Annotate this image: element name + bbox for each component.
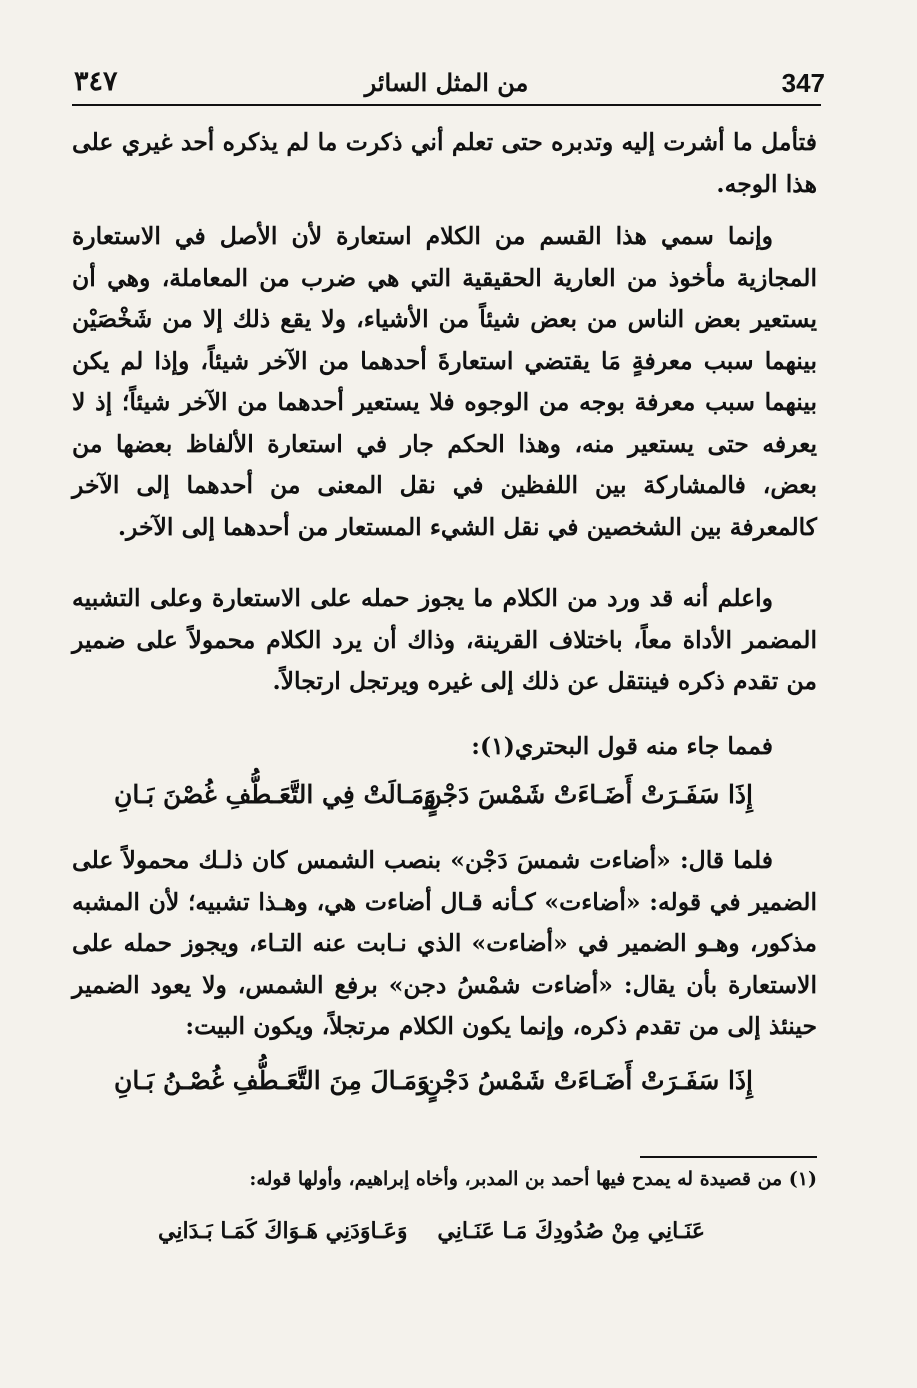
page-number-latin: 347 (781, 68, 825, 98)
footnote (72, 1164, 817, 1194)
verse-first-hemistich: إِذَا سَفَـرَتْ أَضَـاءَتْ شَمْسُ دَجْنٍ (423, 1066, 753, 1095)
verse-second-hemistich: وَمَـالَتْ فِي التَّعَـطُّفِ غُصْنَ بَـانِ (114, 780, 437, 809)
running-title: من المثل السائر (364, 68, 529, 97)
footnote-verse-second: وَعَـاوَدَنِي هَـوَاكَ كَمَـا بَـدَانِي (158, 1218, 408, 1244)
footnote-separator (640, 1156, 817, 1158)
verse-intro (72, 726, 817, 768)
verse-second-hemistich: وَمَـالَ مِنَ التَّعَـطُّفِ غُصْـنُ بَـانِ (114, 1066, 430, 1095)
paragraph-text: فلما قال: «أضاءت شمسَ دَجْن» بنصب الشمس كان ذلـك محمولاً على الضمير في قوله: «أضاءت» كـأنه قـال أضاءت هي، وهـذا تشبيه؛ لأن المشبه مذكور، وهـو الضمير في «أضاءت» الذي نـابت عنه التـاء، ويجوز حمله على الاستعارة بأن يقال: «أضاءت شمْسُ دجن» برفع الشمس، ولا يعود الضمير حينئذ إلى من تقدم ذكره، وإنما يكون الكلام مرتجلاً، ويكون البيت: (72, 846, 817, 1040)
paragraph-tashbih (72, 578, 817, 703)
paragraph-text: واعلم أنه قد ورد من الكلام ما يجوز حمله على الاستعارة وعلى التشبيه المضمر الأداة معاً، باختلاف القرينة، وذاك أن يرد الكلام محمولاً على ضمير من تقدم ذكره فينتقل عن ذلك إلى غيره ويرتجل ارتجالاً. (72, 584, 817, 695)
verse-first-hemistich: إِذَا سَفَـرَتْ أَضَـاءَتْ شَمْسَ دَجْنٍ (423, 780, 753, 809)
verse-line-2 (72, 1066, 817, 1110)
footnote-text: (١) من قصيدة له يمدح فيها أحمد بن المدبر، وأخاه إبراهيم، وأولها قوله: (249, 1168, 817, 1190)
paragraph-text: وإنما سمي هذا القسم من الكلام استعارة لأن الأصل في الاستعارة المجازية مأخوذ من العارية الحقيقية التي هي ضرب من المعاملة، وهي أن يستعير بعض الناس من بعض شيئاً من الأشياء، ولا يقع ذلك إلا من شَخْصَيْن بينهما سبب معرفةٍ مَا يقتضي استعارةَ أحدهما من الآخر شيئاً، وإذا لم يكن بينهما سبب معرفة بوجه من الوجوه فلا يستعير أحدهما من الآخر شيئاً؛ إذ لا يعرفه حتى يستعير منه، وهذا الحكم جار في استعارة الألفاظ بعضها من بعض، فالمشاركة بين اللفظين في نقل المعنى من أحدهما إلى الآخر كالمعرفة بين الشخصين في نقل الشيء المستعار من أحدهما إلى الآخر. (72, 222, 817, 541)
paragraph-explanation (72, 840, 817, 1048)
paragraph-istiara (72, 216, 817, 548)
page-number-arabic: ٣٤٧ (74, 66, 118, 97)
footnote-verse-first: عَنَـانِي مِنْ صُدُودِكَ مَـا عَنَـانِي (437, 1218, 705, 1244)
footnote-verse (72, 1218, 817, 1254)
verse-line-1 (72, 780, 817, 824)
paragraph-text: فمما جاء منه قول البحتري(١): (471, 732, 773, 760)
paragraph-text: فتأمل ما أشرت إليه وتدبره حتى تعلم أني ذكرت ما لم يذكره أحد غيري على هذا الوجه. (72, 128, 817, 198)
paragraph-intro (72, 122, 817, 205)
page-header (72, 66, 825, 106)
